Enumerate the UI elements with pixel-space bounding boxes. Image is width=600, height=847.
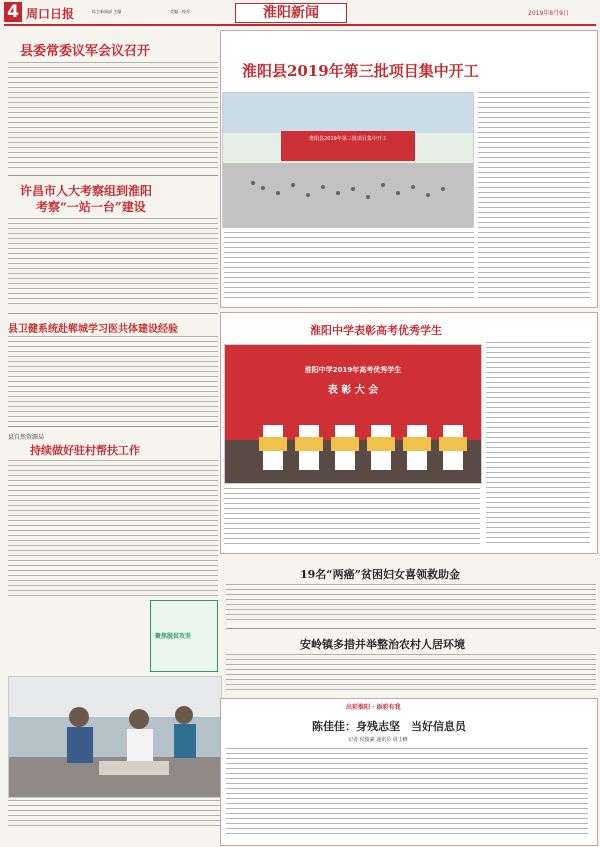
- page-number: 4: [4, 2, 22, 22]
- headline-health-alliance: 县卫健系统赴郸城学习医共体建设经验: [8, 324, 178, 335]
- section-title-box: 淮阳新闻: [235, 3, 347, 23]
- body-county-meeting: [8, 62, 218, 170]
- students-banner-1: 淮阳中学2019年高考优秀学生: [304, 366, 402, 374]
- body-projects-right: [478, 92, 590, 298]
- kicker-poverty: 县自然资源局: [8, 434, 45, 441]
- profile-column-label: 出彩淮阳 · 添彩有我: [346, 704, 401, 711]
- slogan-box: 聚焦脱贫攻坚: [150, 600, 218, 672]
- body-projects-bottom: [224, 232, 474, 298]
- masthead-editor: 综合新闻部 主编: [92, 9, 122, 14]
- divider: [8, 313, 218, 314]
- students-banner-2: 表 彰 大 会: [327, 385, 379, 396]
- body-health: [8, 336, 218, 422]
- masthead-date: 2019年8月9日: [528, 10, 569, 17]
- headline-poverty: 持续做好驻村帮扶工作: [30, 444, 140, 457]
- masthead-proofread: 美编 · 校对: [170, 9, 190, 14]
- body-profile: [226, 748, 588, 838]
- body-students-bottom: [224, 488, 480, 546]
- divider: [8, 175, 218, 176]
- masthead-rule: [4, 24, 596, 26]
- divider: [226, 628, 596, 629]
- paper-name: 周口日报: [26, 7, 75, 21]
- body-anling: [226, 654, 596, 692]
- headline-projects: 淮阳县2019年第三批项目集中开工: [242, 62, 479, 80]
- headline-profile: 陈佳佳：身残志坚 当好信息员: [312, 720, 466, 733]
- body-poverty: [8, 460, 218, 600]
- body-students-right: [486, 342, 590, 544]
- body-npc: [8, 218, 218, 308]
- headline-npc-2: 考察“一站一台”建设: [36, 200, 146, 214]
- medical-photo: [8, 676, 222, 798]
- projects-photo: [222, 92, 474, 228]
- headline-county-meeting: 县委常委议军会议召开: [20, 44, 151, 59]
- byline-profile: 记者 侯俊豪 通讯员 周士峰: [348, 737, 408, 743]
- headline-assistance: 19名“两癌”贫困妇女喜领救助金: [300, 568, 460, 581]
- headline-students: 淮阳中学表彰高考优秀学生: [310, 324, 442, 337]
- projects-banner: 淮阳县2019年第三批项目集中开工: [309, 136, 387, 142]
- headline-npc-1: 许昌市人大考察组到淮阳: [20, 184, 153, 198]
- divider: [8, 426, 218, 427]
- body-assistance: [226, 584, 596, 624]
- students-photo: [224, 344, 482, 484]
- photo-caption-left: [8, 800, 220, 830]
- headline-anling: 安岭镇多措并举整治农村人居环境: [300, 638, 465, 651]
